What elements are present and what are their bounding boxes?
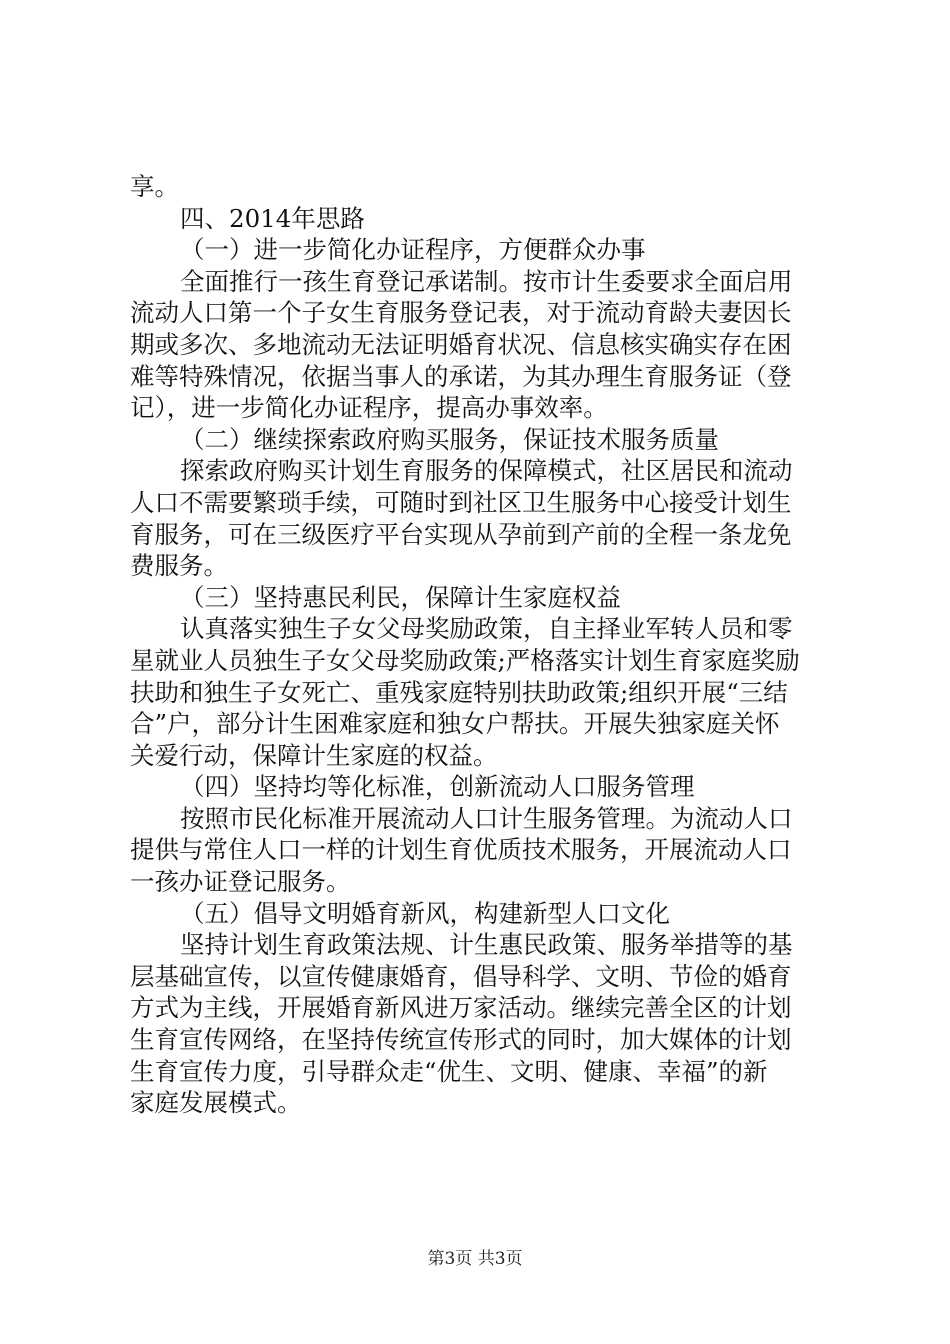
text-line: 家庭发展模式。 — [130, 1088, 302, 1118]
text-line: 提供与常住人口一样的计划生育优质技术服务，开展流动人口 — [130, 835, 792, 865]
text-line: 人口不需要繁琐手续，可随时到社区卫生服务中心接受计划生 — [130, 487, 792, 517]
text-line: （四）坚持均等化标准，创新流动人口服务管理 — [180, 772, 695, 802]
text-line: 生育宣传力度，引导群众走“优生、文明、健康、幸福”的新 — [130, 1056, 768, 1086]
page-footer: 第3页 共3页 — [427, 1249, 523, 1269]
text-line: 全面推行一孩生育登记承诺制。按市计生委要求全面启用 — [180, 266, 793, 296]
text-line: 星就业人员独生子女父母奖励政策;严格落实计划生育家庭奖励 — [130, 645, 800, 675]
text-line: 期或多次、多地流动无法证明婚育状况、信息核实确实存在困 — [130, 329, 792, 359]
text-line: 扶助和独生子女死亡、重残家庭特别扶助政策;组织开展“三结 — [130, 677, 788, 707]
document-body — [130, 171, 830, 1119]
text-line: 四、2014年思路 — [180, 203, 365, 233]
text-line: 合”户，部分计生困难家庭和独女户帮扶。开展失独家庭关怀 — [130, 709, 780, 739]
text-line: 层基础宣传，以宣传健康婚育，倡导科学、文明、节俭的婚育 — [130, 961, 792, 991]
text-line: 坚持计划生育政策法规、计生惠民政策、服务举措等的基 — [180, 930, 793, 960]
text-line: 记），进一步简化办证程序，提高办事效率。 — [130, 393, 608, 423]
text-line: 育服务，可在三级医疗平台实现从孕前到产前的全程一条龙免 — [130, 519, 792, 549]
text-line: 认真落实独生子女父母奖励政策，自主择业军转人员和零 — [180, 614, 793, 644]
text-line: 按照市民化标准开展流动人口计生服务管理。为流动人口 — [180, 803, 793, 833]
text-line: （二）继续探索政府购买服务，保证技术服务质量 — [180, 424, 719, 454]
text-line: （五）倡导文明婚育新风，构建新型人口文化 — [180, 898, 670, 928]
text-line: 享。 — [130, 172, 179, 201]
text-line: 流动人口第一个子女生育服务登记表，对于流动育龄夫妻因长 — [130, 298, 792, 328]
text-line: 方式为主线，开展婚育新风进万家活动。继续完善全区的计划 — [130, 993, 792, 1023]
text-line: 费服务。 — [130, 551, 228, 581]
text-line: 关爱行动，保障计生家庭的权益。 — [130, 740, 498, 770]
text-line: 探索政府购买计划生育服务的保障模式，社区居民和流动 — [180, 456, 793, 486]
text-line: 难等特殊情况，依据当事人的承诺，为其办理生育服务证（登 — [130, 361, 792, 391]
text-line: 生育宣传网络，在坚持传统宣传形式的同时，加大媒体的计划 — [130, 1025, 792, 1055]
text-line: 一孩办证登记服务。 — [130, 867, 351, 897]
text-line: （三）坚持惠民利民，保障计生家庭权益 — [180, 582, 621, 612]
text-line: （一）进一步简化办证程序，方便群众办事 — [180, 235, 646, 265]
